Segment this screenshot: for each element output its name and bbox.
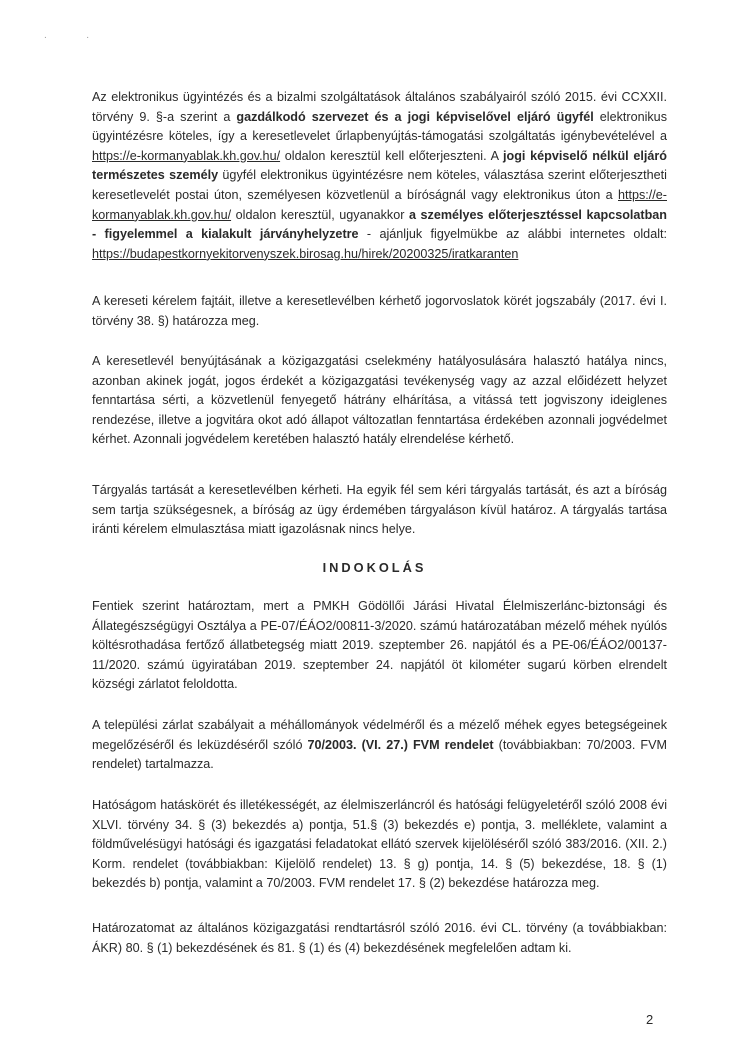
link-e-kormanyablak[interactable]: https://e-kormanyablak.kh.gov.hu/ [92, 187, 667, 222]
paragraph-competence: Hatóságom hatáskörét és illetékességét, az élelmiszerláncról és hatósági felügyeletéről szóló 2008 évi XLVI. törvény 34. § (3) bekezdés a) pontja, 51.§ (3) bekezdés e) pontja, 3. melléklete, valamint a földművelésügyi hatósági és igazgatási feladatokat ellátó szervek kijelöléséről szóló 383/2016. (XII. 2.) Korm. rendelet (továbbiakban: Kijelölő rendelet) 13. § g) pontja, 14. § (5) bekezdése, 18. § (1) bekezdés b) pontja, valamint a 70/2003. FVM rendelet 17. § (2) bekezdése határozza meg. [92, 798, 667, 891]
paragraph-suspensive-effect: A keresetlevél benyújtásának a közigazgatási cselekmény hatályosulására halasztó hatálya nincs, azonban akinek jogát, jogos érdekét a közigazgatási tevékenység vagy az azzal előidézett helyzet fenntartása sérti, a közvetlenül fenyegető hátrány elhárítása, a vitássá tett jogviszony ideiglenes rendezése, illetve a jogvitára okot adó állapot változatlan fenntartása érdekében azonnali jogvédelmet kérhet. Azonnali jogvédelem keretében halasztó hatály elrendelése kérhető. [92, 354, 667, 447]
bold-text: a személyes előterjesztéssel kapcsolatban - figyelemmel a kialakult járványhelyzetre [92, 207, 667, 242]
text: (továbbiakban: 70/2003. FVM rendelet) tartalmazza. [92, 737, 668, 772]
text: elektronikus ügyintézésre köteles, így a keresetlevelet űrlapbenyújtás-támogatási szolgáltatás igénybevételével a [92, 109, 667, 144]
link-e-kormanyablak[interactable]: https://e-kormanyablak.kh.gov.hu/ [92, 148, 281, 163]
page-number: 2 [646, 1012, 654, 1027]
paragraph-reasoning: Fentiek szerint határoztam, mert a PMKH Gödöllői Járási Hivatal Élelmiszerlánc-biztonsági és Állategészségügyi Osztálya a PE-07/ÉÁO2/00811-3/2020. számú határozatában mézelő méhek nyúlós költésrothadása fertőző állatbetegség miatt 2019. szeptember 26. napjától és a PE-06/ÉÁO2/00137-11/2020. számú ügyiratában 2019. szeptember 24. napjától öt kilométer sugarú körben elrendelt községi zárlatot feloldotta. [92, 599, 667, 692]
bold-text: gazdálkodó szervezet és a jogi képviselővel eljáró ügyfél [236, 109, 594, 124]
section-heading-indokolas: INDOKOLÁS [322, 560, 427, 575]
link-court-news[interactable]: https://budapestkornyekitorvenyszek.birosag.hu/hirek/20200325/iratkaranten [92, 246, 519, 261]
text: - ajánljuk figyelmükbe az alábbi internetes oldalt: [358, 227, 667, 242]
paragraph-regulation [92, 716, 667, 775]
text: oldalon keresztül kell előterjeszteni. A [280, 148, 504, 163]
text: ügyfél elektronikus ügyintézésre nem köteles, választása szerint előterjesztheti keresetlevelét postai úton, személyesen közvetlenül a bíróságnál vagy elektronikus úton a [92, 168, 667, 202]
paragraph-issuance: Határozatomat az általános közigazgatási rendtartásról szóló 2016. évi CL. törvény (a továbbiakban: ÁKR) 80. § (1) bekezdésének és 81. § (1) és (4) bekezdésének megfelelően adtam ki. [92, 921, 667, 955]
text: A települési zárlat szabályait a méhállományok védelméről és a mézelő méhek egyes betegségeinek megelőzéséről és leküzdéséről szóló [92, 718, 667, 752]
text: Az elektronikus ügyintézés és a bizalmi szolgáltatások általános szabályairól szóló 2015. évi CCXXII. törvény 9. §-a szerint a [92, 90, 667, 124]
scan-mark: · [86, 32, 90, 43]
text: oldalon keresztül, ugyanakkor [231, 207, 409, 222]
bold-text: jogi képviselő nélkül eljáró természetes személy [92, 148, 667, 183]
paragraph-electronic-filing [92, 88, 667, 264]
paragraph-hearing: Tárgyalás tartását a keresetlevélben kérheti. Ha egyik fél sem kéri tárgyalás tartását, és azt a bíróság sem tartja szükségesnek, a bíróság az ügy érdemében tárgyaláson kívül határoz. A tárgyalás tartása iránti kérelem elmulasztása miatt igazolásnak nincs helye. [92, 483, 667, 537]
scan-mark: . [44, 30, 47, 41]
paragraph-remedies: A kereseti kérelem fajtáit, illetve a keresetlevélben kérhető jogorvoslatok körét jogszabály (2017. évi I. törvény 38. §) határozza meg. [92, 294, 667, 328]
bold-text: 70/2003. (VI. 27.) FVM rendelet [307, 737, 494, 752]
